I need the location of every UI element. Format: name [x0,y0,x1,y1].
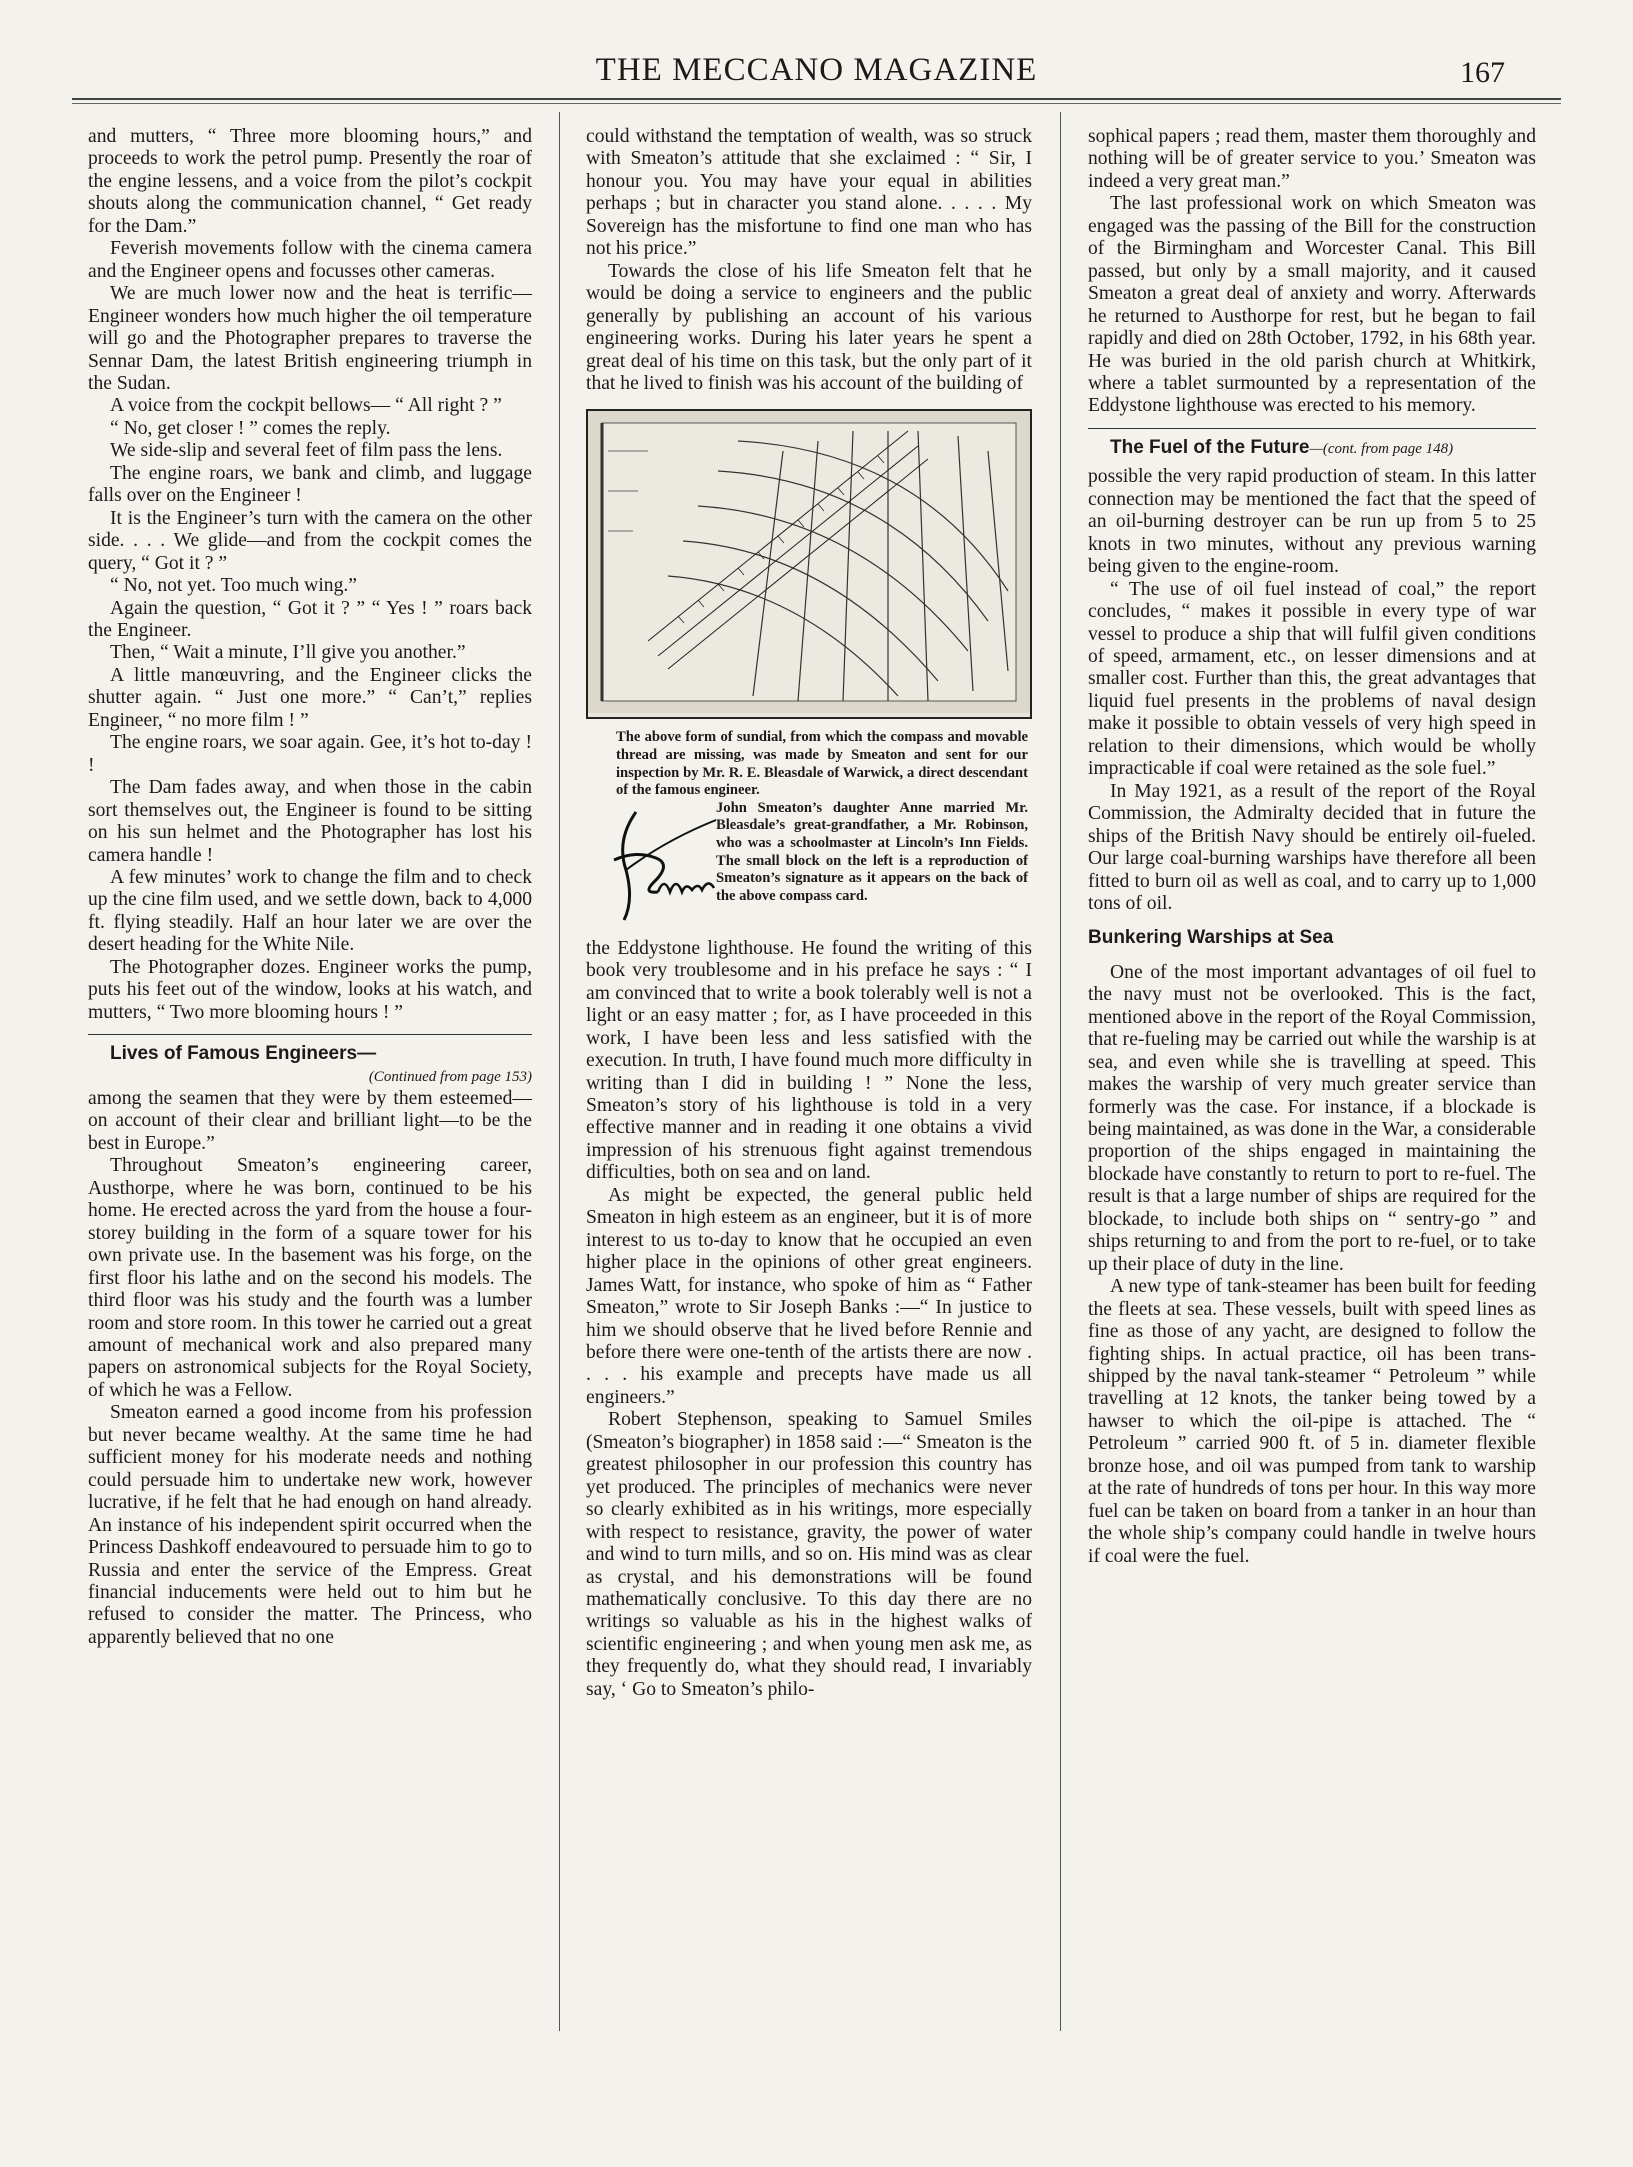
section-heading-lives-of-famous-engineers: Lives of Famous Engineers— [110,1043,377,1065]
magazine-title: THE MECCANO MAGAZINE [595,52,1038,88]
paragraph: The engine roars, we bank and climb, and luggage falls over on the Engineer ! [88,462,532,507]
subheading-bunkering-warships: Bunkering Warships at Sea [1088,927,1334,949]
paragraph: We side-slip and several feet of film pass the lens. [110,440,503,462]
page-number: 167 [1460,56,1505,89]
header-rule-thin [72,103,1561,104]
paragraph: A new type of tank-steamer has been built for feeding the fleets at sea. These vessels, built with speed lines as fine as those of any yacht, are designed to follow the fighting ships. In actual practice, oil has been trans-shipped by the naval tank-steamer “ Petroleum ” while travelling at 12 knots, the tanker being towed by a hawser to which the oil-pipe is attached. The “ Petroleum ” carried 900 ft. of 5 in. diameter flexible bronze hose, and oil was pumped from tank to warship at the rate of hundreds of tons per hour. In this way more fuel can be taken on board from a tanker in an hour than the whole ship’s company could handle in twelve hours if coal were the fuel. [1088,1276,1536,1567]
paragraph: possible the very rapid production of steam. In this latter connection may be mentioned the fact that the speed of an oil-burning destroyer can be run up from 5 to 25 knots in two minutes, without any previous warning being given to the engine-room. [1088,466,1536,578]
paragraph: Robert Stephenson, speaking to Samuel Smiles (Smeaton’s biographer) in 1858 said :—“ Smeaton is the greatest philosopher in our profession this country has yet produced. The principles of mechanics were never so clearly exhibited as in his writings, more especially with respect to resistance, gravity, the power of water and wind to turn mills, and so on. His mind was as clear as crystal, and his demonstrations will be found mathematically conclusive. To this day there are no writings so valuable as his in the highest walks of scientific engineering ; and when young men ask me, as they frequently do, what they should read, I invariably say, ‘ Go to Smeaton’s philo- [586,1409,1032,1700]
paragraph: A voice from the cockpit bellows— “ All right ? ” [110,395,502,417]
paragraph: Smeaton earned a good income from his profession but never became wealthy. At the same time he had sufficient money for his moderate needs and nothing could persuade him to undertake new work, however lucrative, if he felt that he had enough on hand already. An instance of his independent spirit occurred when the Princess Dashkoff endeavoured to persuade him to go to Russia and enter the service of the Empress. Great financial inducements were held out to him but he refused to consider the matter. The Princess, who apparently believed that no one [88,1402,532,1648]
column-divider-2 [1060,112,1061,2031]
paragraph: Again the question, “ Got it ? ” “ Yes ! ” roars back the Engineer. [88,597,532,641]
paragraph: “ The use of oil fuel instead of coal,” the report concludes, “ makes it possible in every type of war vessel to produce a ship that will fulfil given conditions of speed, armament, etc., on lesser dimensions and at smaller cost. Further than this, the great advantages that liquid fuel presents in the problems of naval design make it possible to obtain vessels of very high speed in relation to their dimensions, which would be wholly impracticable if coal were retained as the sole fuel.” [1088,578,1536,780]
column-divider-1 [559,112,560,2031]
column-3 [1088,126,1536,1568]
paragraph: Then, “ Wait a minute, I’ll give you another.” [110,642,466,664]
section-title: The Fuel of the Future [1110,436,1310,458]
signature-block [586,800,1028,930]
paragraph: Throughout Smeaton’s engineering career, Austhorpe, where he was born, continued to be his home. He erected across the yard from the house a four-storey building in the form of a square tower for his own private use. In the basement was his forge, on the first floor his lathe and on the second his models. The third floor was his study and the fourth was a lumber room and store room. In this tower he carried out a great amount of mechanical work and also prepared many papers on astronomical subjects for the Royal Society, of which he was a Fellow. [88,1155,532,1401]
continued-note: —(cont. from page 148) [1309,440,1454,457]
paragraph: Towards the close of his life Smeaton felt that he would be doing a service to engineers and the public generally by publishing an account of his various engineering works. During his later years he spent a great deal of his time on this task, but the only part of it that he lived to finish was his account of the building of [586,260,1032,394]
paragraph: among the seamen that they were by them esteemed—on account of their clear and brilliant light—to be the best in Europe.” [88,1088,532,1154]
signature-caption: John Smeaton’s daughter Anne married Mr. Bleasdale’s great-grandfather, a Mr. Robinson, who was a schoolmaster at Lincoln’s Inn Fields. The small block on the left is a reproduction of Smeaton’s signature as it appears on the back of the above compass card. [716,799,1028,904]
sundial-photo [586,409,1032,719]
sundial-drawing [588,411,1030,713]
paragraph: We are much lower now and the heat is terrific—Engineer wonders how much higher the oil temperature will go and the Photographer prepares to traverse the Sennar Dam, the latest British engineering triumph in the Sudan. [88,283,532,394]
paragraph: As might be expected, the general public held Smeaton in high esteem as an engineer, but it is of more interest to us to-day to know that he occupied an even higher place in the opinions of other great engineers. James Watt, for instance, who spoke of him as “ Father Smeaton,” wrote to Sir Joseph Banks :—“ In justice to him we should observe that he lived before Rennie and before there were one-tenth of the artists there are now . . . . his example and precepts have made us all engineers.” [586,1184,1032,1408]
paragraph: Feverish movements follow with the cinema camera and the Engineer opens and focusses other cameras. [88,238,532,282]
paragraph: The Photographer dozes. Engineer works the pump, puts his feet out of the window, looks at his watch, and mutters, “ Two more blooming hours ! ” [88,956,532,1023]
section-rule [1088,428,1536,429]
paragraph: One of the most important advantages of oil fuel to the navy must not be overlooked. This is the fact, mentioned above in the report of the Royal Commission, that re-fueling may be carried out while the warship is at sea, and even while she is travelling at speed. This makes the warship of very much greater service than formerly was the case. For instance, if a blockade is being maintained, as was done in the War, a considerable proportion of the ships engaged in maintaining the blockade have constantly to return to port to re-fuel. The result is that a large number of ships are required for the blockade, to include both ships on “ sentry-go ” and ships returning to and from the port to re-fuel, or to take up their place of duty in the line. [1088,961,1536,1275]
section-heading-fuel-of-the-future [1088,437,1536,460]
paragraph: “ No, get closer ! ” comes the reply. [110,417,391,439]
paragraph: sophical papers ; read them, master them thoroughly and nothing will be of greater service to you.’ Smeaton was indeed a very great man.” [1088,126,1536,192]
section-rule [88,1034,532,1035]
paragraph: A little manœuvring, and the Engineer clicks the shutter again. “ Just one more.” “ Can’t,” replies Engineer, “ no more film ! ” [88,664,532,731]
paragraph: the Eddystone lighthouse. He found the writing of this book very troublesome and in his preface he says : “ I am convinced that to write a book tolerably well is not a light or an easy matter ; for, as I have proceeded in this work, I have been less and less satisfied with the execution. In truth, I have found much more difficulty in writing than I did in building ! ” None the less, Smeaton’s story of his lighthouse is told in a very effective manner and in reading it one obtains a vivid impression of his strenuous fight against tremendous difficulties, both on sea and on land. [586,937,1032,1184]
paragraph: The Dam fades away, and when those in the cabin sort themselves out, the Engineer is found to be sitting on his sun helmet and the Photographer has lost his camera handle ! [88,777,532,866]
paragraph: and mutters, “ Three more blooming hours,” and proceeds to work the petrol pump. Presently the roar of the engine lessens, and a voice from the pilot’s cockpit shouts along the communication channel, “ Get ready for the Dam.” [88,126,532,237]
continued-note: (Continued from page 153) [368,1068,532,1085]
column-1 [88,126,532,1649]
paragraph: In May 1921, as a result of the report of the Royal Commission, the Admiralty decided that in future the ships of the British Navy should be entirely oil-fueled. Our large coal-burning warships have therefore all been fitted to burn oil as well as coal, and to carry up to 1,000 tons of oil. [1088,780,1536,914]
header-rule [72,98,1561,100]
paragraph: A few minutes’ work to change the film and to check up the cine film used, and we settle down, back to 4,000 ft. flying steadily. Half an hour later we are over the desert heading for the White Nile. [88,866,532,956]
paragraph: “ No, not yet. Too much wing.” [110,575,357,597]
paragraph: could withstand the temptation of wealth, was so struck with Smeaton’s attitude that she exclaimed : “ Sir, I honour you. You may have your equal in abilities perhaps ; but in character you stand alone. . . . . My Sovereign has the misfortune to find one man who has not his price.” [586,126,1032,260]
paragraph: The engine roars, we soar again. Gee, it’s hot to-day ! ! [88,732,532,776]
column-2 [586,126,1032,1701]
figure-caption: The above form of sundial, from which the compass and movable thread are missing, was made by Smeaton and sent for our inspection by Mr. R. E. Bleasdale of Warwick, a direct descendant of the famous engineer. [616,729,1028,799]
paragraph: It is the Engineer’s turn with the camera on the other side. . . . We glide—and from the cockpit comes the query, “ Got it ? ” [88,507,532,574]
paragraph: The last professional work on which Smeaton was engaged was the passing of the Bill for the construction of the Birmingham and Worcester Canal. This Bill passed, but only by a small majority, and it caused Smeaton a great deal of anxiety and worry. Afterwards he returned to Austhorpe for rest, but he began to fail rapidly and died on 28th October, 1792, in his 68th year. He was buried in the old parish church at Whitkirk, where a tablet surmounted by a representation of the Eddystone lighthouse was erected to his memory. [1088,193,1536,417]
smeaton-signature-image [596,800,736,928]
